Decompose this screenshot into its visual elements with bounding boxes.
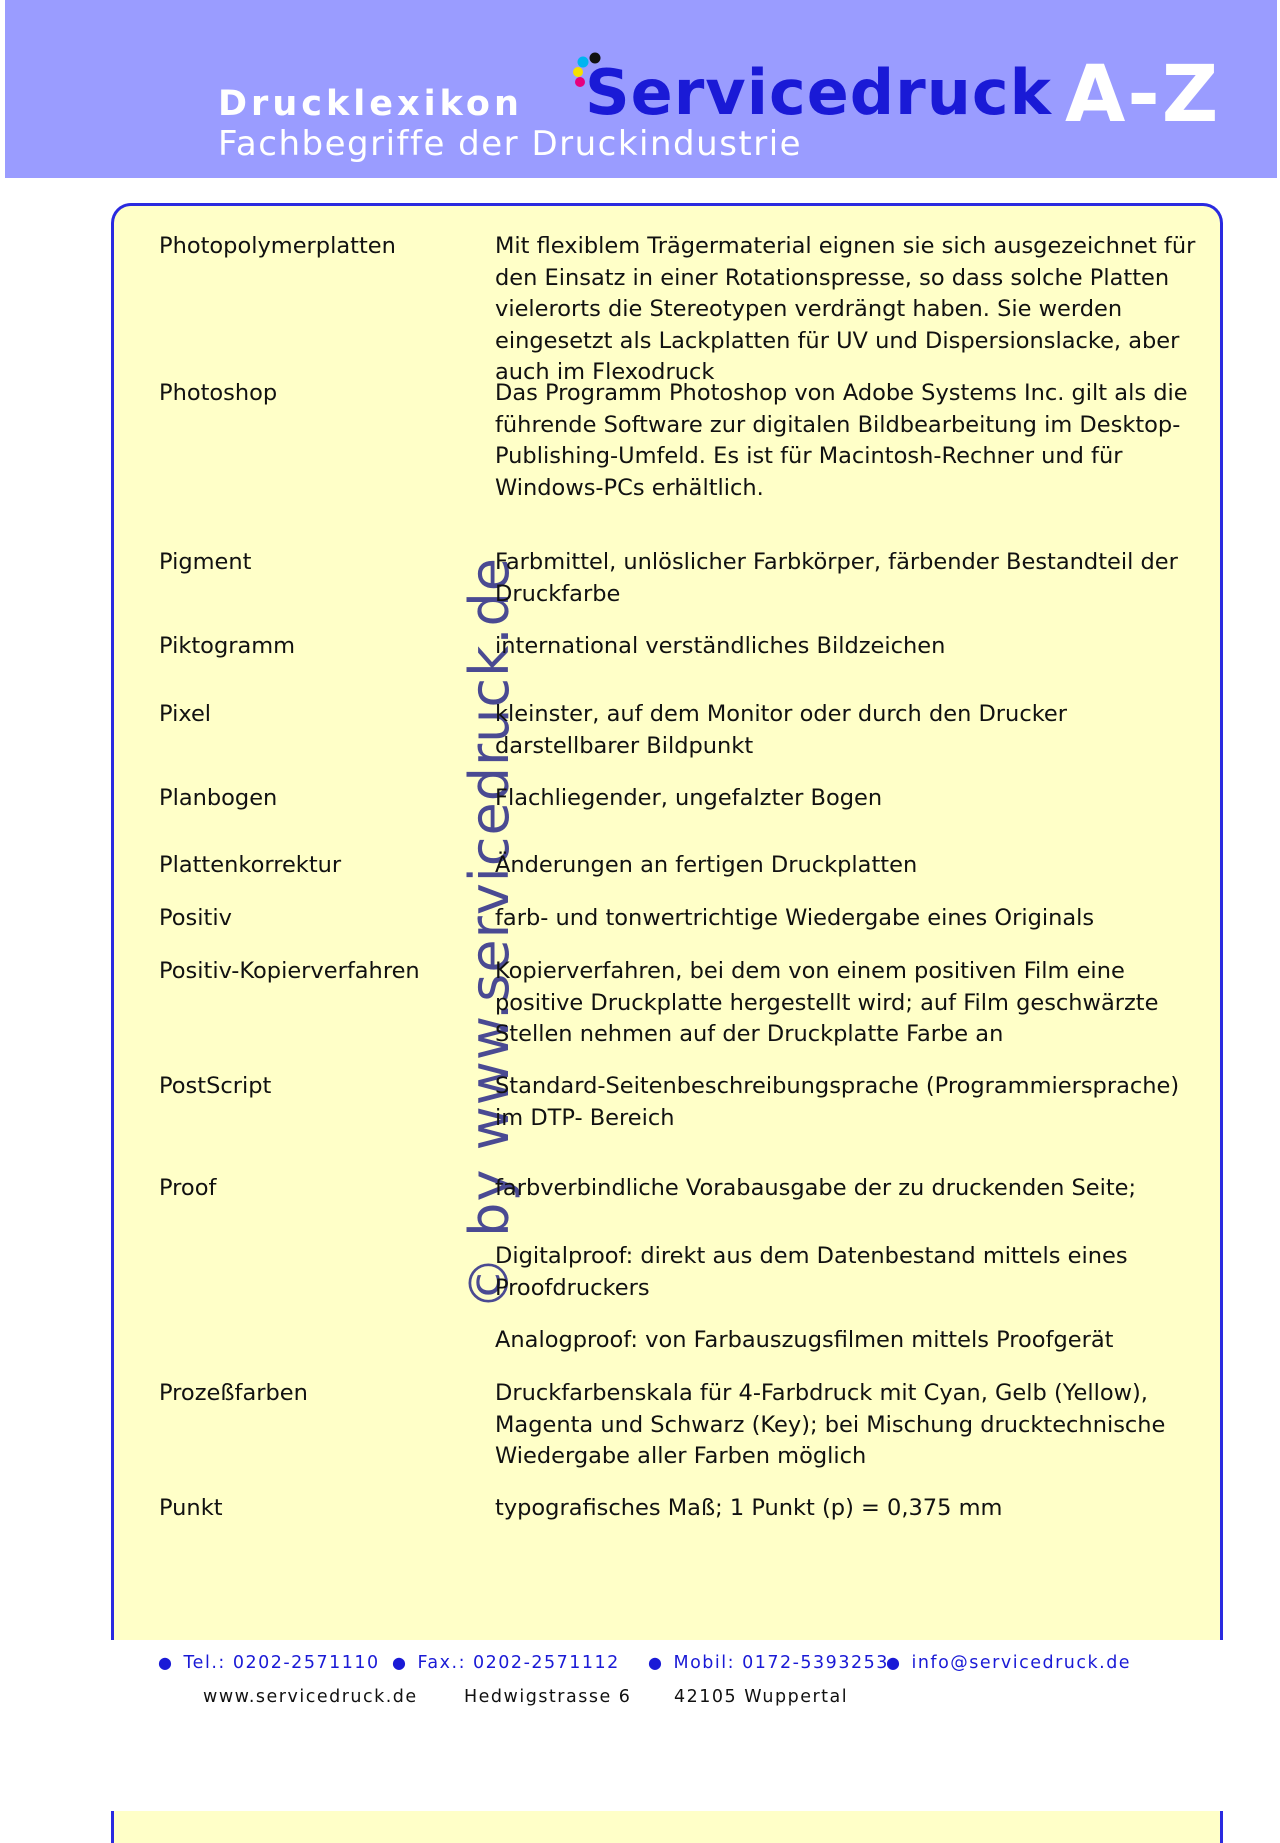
bullet-icon: ●: [158, 1653, 174, 1672]
footer-mobil: [648, 1653, 889, 1673]
definition-punkt: typografisches Maß; 1 Punkt (p) = 0,375 mm: [495, 1495, 1003, 1521]
definition-analogproof: Analogproof: von Farbauszugsfilmen mittels Proofgerät: [495, 1327, 1114, 1353]
definition-pixel: kleinster, auf dem Monitor oder durch den Drucker darstellbarer Bildpunkt: [495, 701, 1068, 759]
definition-plattenkorrektur: Änderungen an fertigen Druckplatten: [495, 852, 918, 878]
term-punkt: Punkt: [159, 1495, 223, 1521]
footer-email[interactable]: [886, 1653, 1131, 1673]
bullet-icon: ●: [648, 1653, 664, 1672]
footer-street: Hedwigstrasse 6: [464, 1687, 632, 1707]
definition-postscript: Standard-Seitenbeschreibungsprache (Programmiersprache) im DTP- Bereich: [495, 1073, 1180, 1131]
term-photoshop: Photoshop: [159, 380, 278, 406]
page-subtitle: Fachbegriffe der Druckindustrie: [218, 124, 803, 164]
footer-tel: [158, 1653, 380, 1673]
bullet-icon: ●: [886, 1653, 902, 1672]
page-title: Drucklexikon: [218, 84, 523, 124]
term-positiv-kopierverfahren: Positiv-Kopierverfahren: [159, 958, 420, 984]
term-piktogramm: Piktogramm: [159, 633, 296, 659]
az-label: A-Z: [1065, 50, 1221, 140]
bullet-icon: ●: [392, 1653, 408, 1672]
definition-piktogramm: international verständliches Bildzeichen: [495, 633, 946, 659]
footer-fax: [392, 1653, 620, 1673]
mobil-text: Mobil: 0172-5393253: [673, 1653, 889, 1673]
term-positiv: Positiv: [159, 905, 232, 931]
footer-city: 42105 Wuppertal: [674, 1687, 849, 1707]
brand-logo: Servicedruck: [585, 56, 1052, 129]
definition-photopolymerplatten: Mit flexiblem Trägermaterial eignen sie sich ausgezeichnet für den Einsatz in einer Rotationspresse, so dass solche Platten vielerorts die Stereotypen verdrängt haben. Sie werden eingesetzt als Lackplatten für UV und Dispersionslacke, aber auch im Flexodruck: [495, 233, 1196, 385]
definition-positiv-kopierverfahren: Kopierverfahren, bei dem von einem positiven Film eine positive Druckplatte hergestellt wird; auf Film geschwärzte Stellen nehmen auf der Druckplatte Farbe an: [495, 958, 1159, 1047]
definition-proof: farbverbindliche Vorabausgabe der zu druckenden Seite;: [495, 1175, 1137, 1201]
term-planbogen: Planbogen: [159, 785, 278, 811]
tel-text: Tel.: 0202-2571110: [183, 1653, 380, 1673]
term-pigment: Pigment: [159, 549, 252, 575]
term-prozessfarben: Prozeßfarben: [159, 1380, 308, 1406]
definition-positiv: farb- und tonwertrichtige Wiedergabe eines Originals: [495, 905, 1095, 931]
term-plattenkorrektur: Plattenkorrektur: [159, 852, 342, 878]
copyright-watermark: © by www.servicedruck.de: [458, 556, 521, 1310]
definition-photoshop: Das Programm Photoshop von Adobe Systems Inc. gilt als die führende Software zur digitalen Bildbearbeitung im Desktop-Publishing-Umfeld. Es ist für Macintosh-Rechner und für Windows-PCs erhältlich.: [495, 380, 1188, 501]
definition-prozessfarben: Druckfarbenskala für 4-Farbdruck mit Cyan, Gelb (Yellow), Magenta und Schwarz (Key); bei Mischung drucktechnische Wiedergabe aller Farben möglich: [495, 1380, 1166, 1469]
definition-planbogen: Flachliegender, ungefalzter Bogen: [495, 785, 883, 811]
term-photopolymerplatten: Photopolymerplatten: [159, 233, 396, 259]
definition-digitalproof: Digitalproof: direkt aus dem Datenbestand mittels eines Proofdruckers: [495, 1243, 1128, 1301]
footer-web[interactable]: www.servicedruck.de: [203, 1687, 418, 1707]
term-proof: Proof: [159, 1175, 217, 1201]
term-postscript: PostScript: [159, 1073, 272, 1099]
fax-text: Fax.: 0202-2571112: [417, 1653, 620, 1673]
term-pixel: Pixel: [159, 701, 212, 727]
email-link[interactable]: info@servicedruck.de: [911, 1653, 1132, 1673]
definition-pigment: Farbmittel, unlöslicher Farbkörper, färbender Bestandteil der Druckfarbe: [495, 549, 1178, 607]
